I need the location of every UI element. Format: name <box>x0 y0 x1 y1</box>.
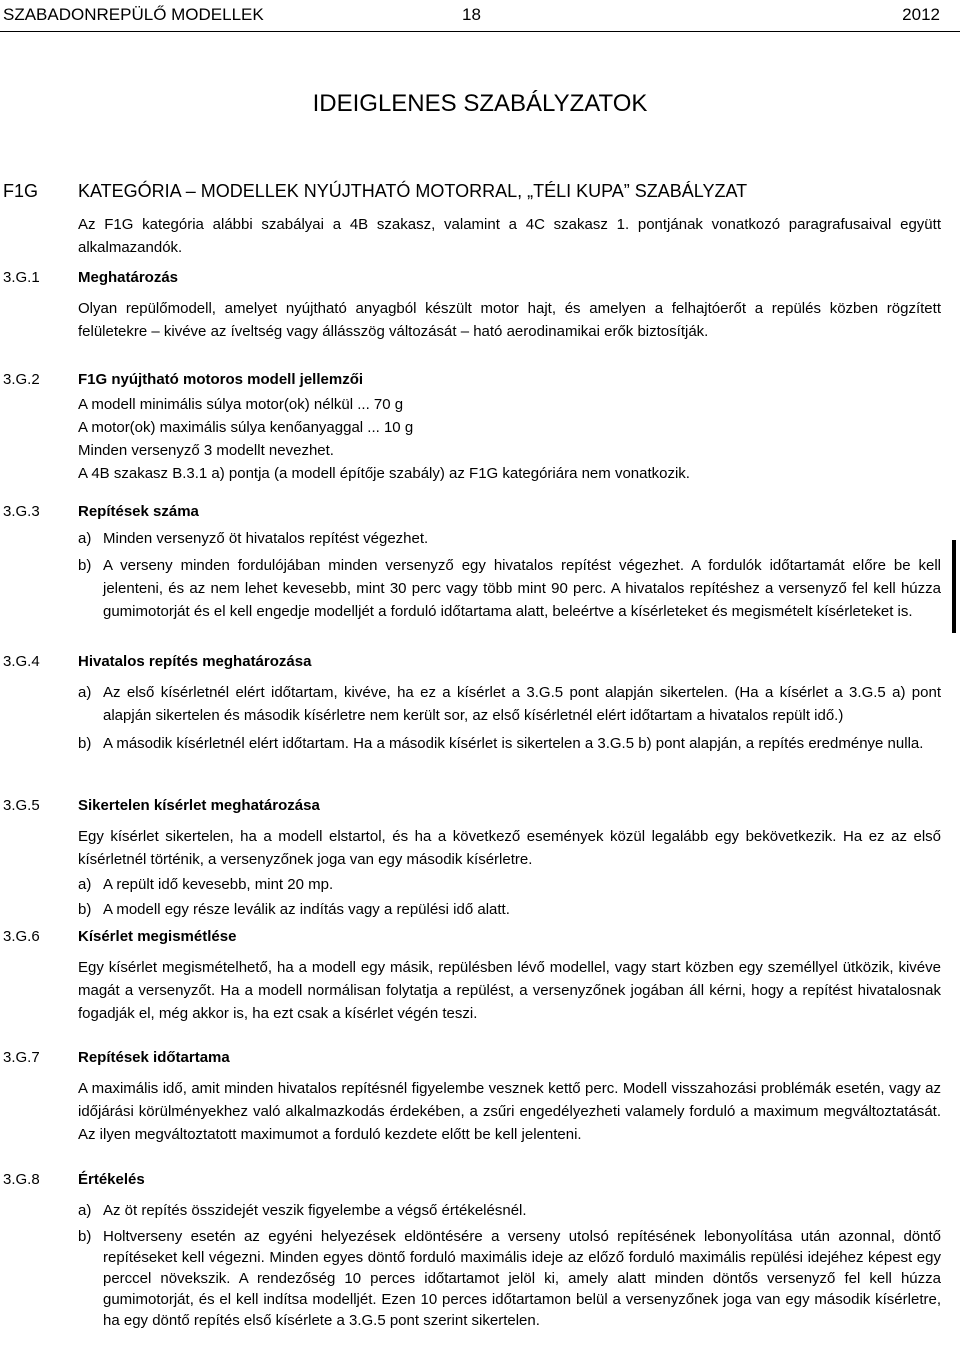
item-text: Holtverseny esetén az egyéni helyezések eldöntésére a verseny utolsó repítésének lebonyolítása után azonnal, döntő repítéseket kell végezni. Minden egyes döntő forduló maximális ideje az előző forduló maximális repülési idejéhez képest egy perccel növekszik. A rendezőség 10 perces időtartamot jelöl ki, amely alatt minden döntős versenyző fel kell húzza gumimotorját, és el kell indítsa modelljét. Ezen 10 perces időtartamon belül a versenyzőnek joga van egy második kísérletre, ha egy döntő repítés első kísérlete a 3.G.5 pont szerint sikertelen. <box>103 1228 941 1329</box>
section-heading: Értékelés <box>78 1171 145 1188</box>
list-item <box>78 527 941 550</box>
section-text: A maximális idő, amit minden hivatalos repítésnél figyelembe vesznek kettő perc. Modell visszahozási problémák esetén, vagy az időjárási körülményekhez való alkalmazkodás érdekében, a zsűri engedélyezheti valamely forduló a maximum megváltoztatását. Az ilyen megváltoztatott maximumot a forduló kezdete előtt be kell jelenteni. <box>78 1080 941 1143</box>
item-text: A repült idő kevesebb, mint 20 mp. <box>103 876 334 893</box>
section-number: 3.G.2 <box>3 371 40 388</box>
section-heading: Hivatalos repítés meghatározása <box>78 653 312 670</box>
page-title: IDEIGLENES SZABÁLYZATOK <box>312 90 648 117</box>
section-3g4 <box>78 650 941 755</box>
item-label: a) <box>78 530 92 547</box>
spec-line: Minden versenyző 3 modellt nevezhet. <box>78 442 334 459</box>
section-heading: Repítések időtartama <box>78 1049 230 1066</box>
section-3g5 <box>78 794 941 921</box>
section-heading: Kísérlet megismétlése <box>78 928 237 945</box>
category-intro: Az F1G kategória alábbi szabályai a 4B szakasz, valamint a 4C szakasz 1. pontjának vonatkozó paragrafusaival együtt alkalmazandók. <box>78 216 941 256</box>
section-number: 3.G.8 <box>3 1171 40 1188</box>
list-item <box>78 732 941 755</box>
item-label: b) <box>78 735 92 752</box>
section-text: Egy kísérlet sikertelen, ha a modell elstartol, és ha a következő események közül legalább egy bekövetkezik. Ha ez az első kísérletnél történik, a versenyzőnek joga van egy második kísérletre. <box>78 828 941 868</box>
section-number: 3.G.7 <box>3 1049 40 1066</box>
item-label: a) <box>78 684 92 701</box>
section-text: Olyan repülőmodell, amelyet nyújtható anyagból készült motor hajt, és amelyen a felhajtóerőt a repülés közben rögzített felületekre – kivéve az íveltség vagy állásszög változását – ható aerodinamikai erők biztosítják. <box>78 300 941 340</box>
header-year: 2012 <box>902 5 940 24</box>
list-item <box>78 681 941 727</box>
list-item <box>78 1226 941 1331</box>
list-item <box>78 898 941 921</box>
section-heading: F1G nyújtható motoros modell jellemzői <box>78 371 364 388</box>
item-label: b) <box>78 901 92 918</box>
header-rule <box>0 31 960 32</box>
category-title: KATEGÓRIA – MODELLEK NYÚJTHATÓ MOTORRAL, „TÉLI KUPA” SZABÁLYZAT <box>78 181 748 201</box>
section-number: 3.G.6 <box>3 928 40 945</box>
item-label: a) <box>78 1202 92 1219</box>
section-3g2 <box>78 368 941 485</box>
category-code: F1G <box>3 181 39 201</box>
section-heading: Sikertelen kísérlet meghatározása <box>78 797 320 814</box>
spec-line: A motor(ok) maximális súlya kenőanyaggal ... 10 g <box>78 419 414 436</box>
list-item <box>78 873 941 896</box>
section-text: Egy kísérlet megismételhető, ha a modell egy másik, repülésben lévő modellel, vagy start közben egy személlyel ütközik, kivéve magát a versenyzőt. Ha a modell normálisan folytatja a repülést, a versenyzőnek jogában áll kérni, hogy a repítést hivatalosnak fogadják el, még akkor is, ha ezt csak a kísérlet végén teszi. <box>78 959 941 1022</box>
item-text: Minden versenyző öt hivatalos repítést végezhet. <box>103 530 429 547</box>
list-item <box>78 1199 941 1222</box>
item-text: A modell egy része leválik az indítás vagy a repülési idő alatt. <box>103 901 510 918</box>
section-heading: Repítések száma <box>78 503 199 520</box>
section-3g3 <box>78 500 941 623</box>
header-publication: SZABADONREPÜLŐ MODELLEK <box>3 5 264 24</box>
revision-bar <box>952 540 956 633</box>
section-heading: Meghatározás <box>78 269 179 286</box>
section-number: 3.G.3 <box>3 503 40 520</box>
item-text: A verseny minden fordulójában minden versenyző egy hivatalos repítést végezhet. A fordulók időtartamát előre be kell jelenteni, és az nem lehet kevesebb, mint 30 perc vagy több mint 90 perc. A hivatalos repítéshez a versenyző fel kell húzza gumimotorját és el kell engedje modelljét a forduló időtartama alatt, beleértve a kísérleteket és megismételt kísérleteket is. <box>103 557 941 620</box>
item-text: Az öt repítés összidejét veszik figyelembe a végső értékelésnél. <box>103 1202 527 1219</box>
section-3g7 <box>78 1046 941 1146</box>
section-3g6 <box>78 925 941 1025</box>
page-header <box>0 0 960 30</box>
spec-line: A modell minimális súlya motor(ok) nélkül ... 70 g <box>78 396 404 413</box>
section-number: 3.G.4 <box>3 653 40 670</box>
list-item <box>78 554 941 623</box>
item-text: A második kísérletnél elért időtartam. Ha a második kísérlet is sikertelen a 3.G.5 b) pont alapján, a repítés eredménye nulla. <box>103 735 924 752</box>
header-page-number: 18 <box>462 5 481 24</box>
item-label: b) <box>78 1228 92 1245</box>
section-number: 3.G.5 <box>3 797 40 814</box>
spec-line: A 4B szakasz B.3.1 a) pontja (a modell építője szabály) az F1G kategóriára nem vonatkozik. <box>78 465 690 482</box>
section-3g1 <box>78 266 941 343</box>
item-text: Az első kísérletnél elért időtartam, kivéve, ha ez a kísérlet a 3.G.5 pont alapján sikertelen. (Ha a kísérlet a 3.G.5 a) pont alapján sikertelen és második kísérletre nem került sor, az első kísérletnél elért időtartam a hivatalos repült idő.) <box>103 684 941 724</box>
item-label: a) <box>78 876 92 893</box>
item-label: b) <box>78 557 92 574</box>
section-number: 3.G.1 <box>3 269 40 286</box>
section-3g8 <box>78 1168 941 1331</box>
